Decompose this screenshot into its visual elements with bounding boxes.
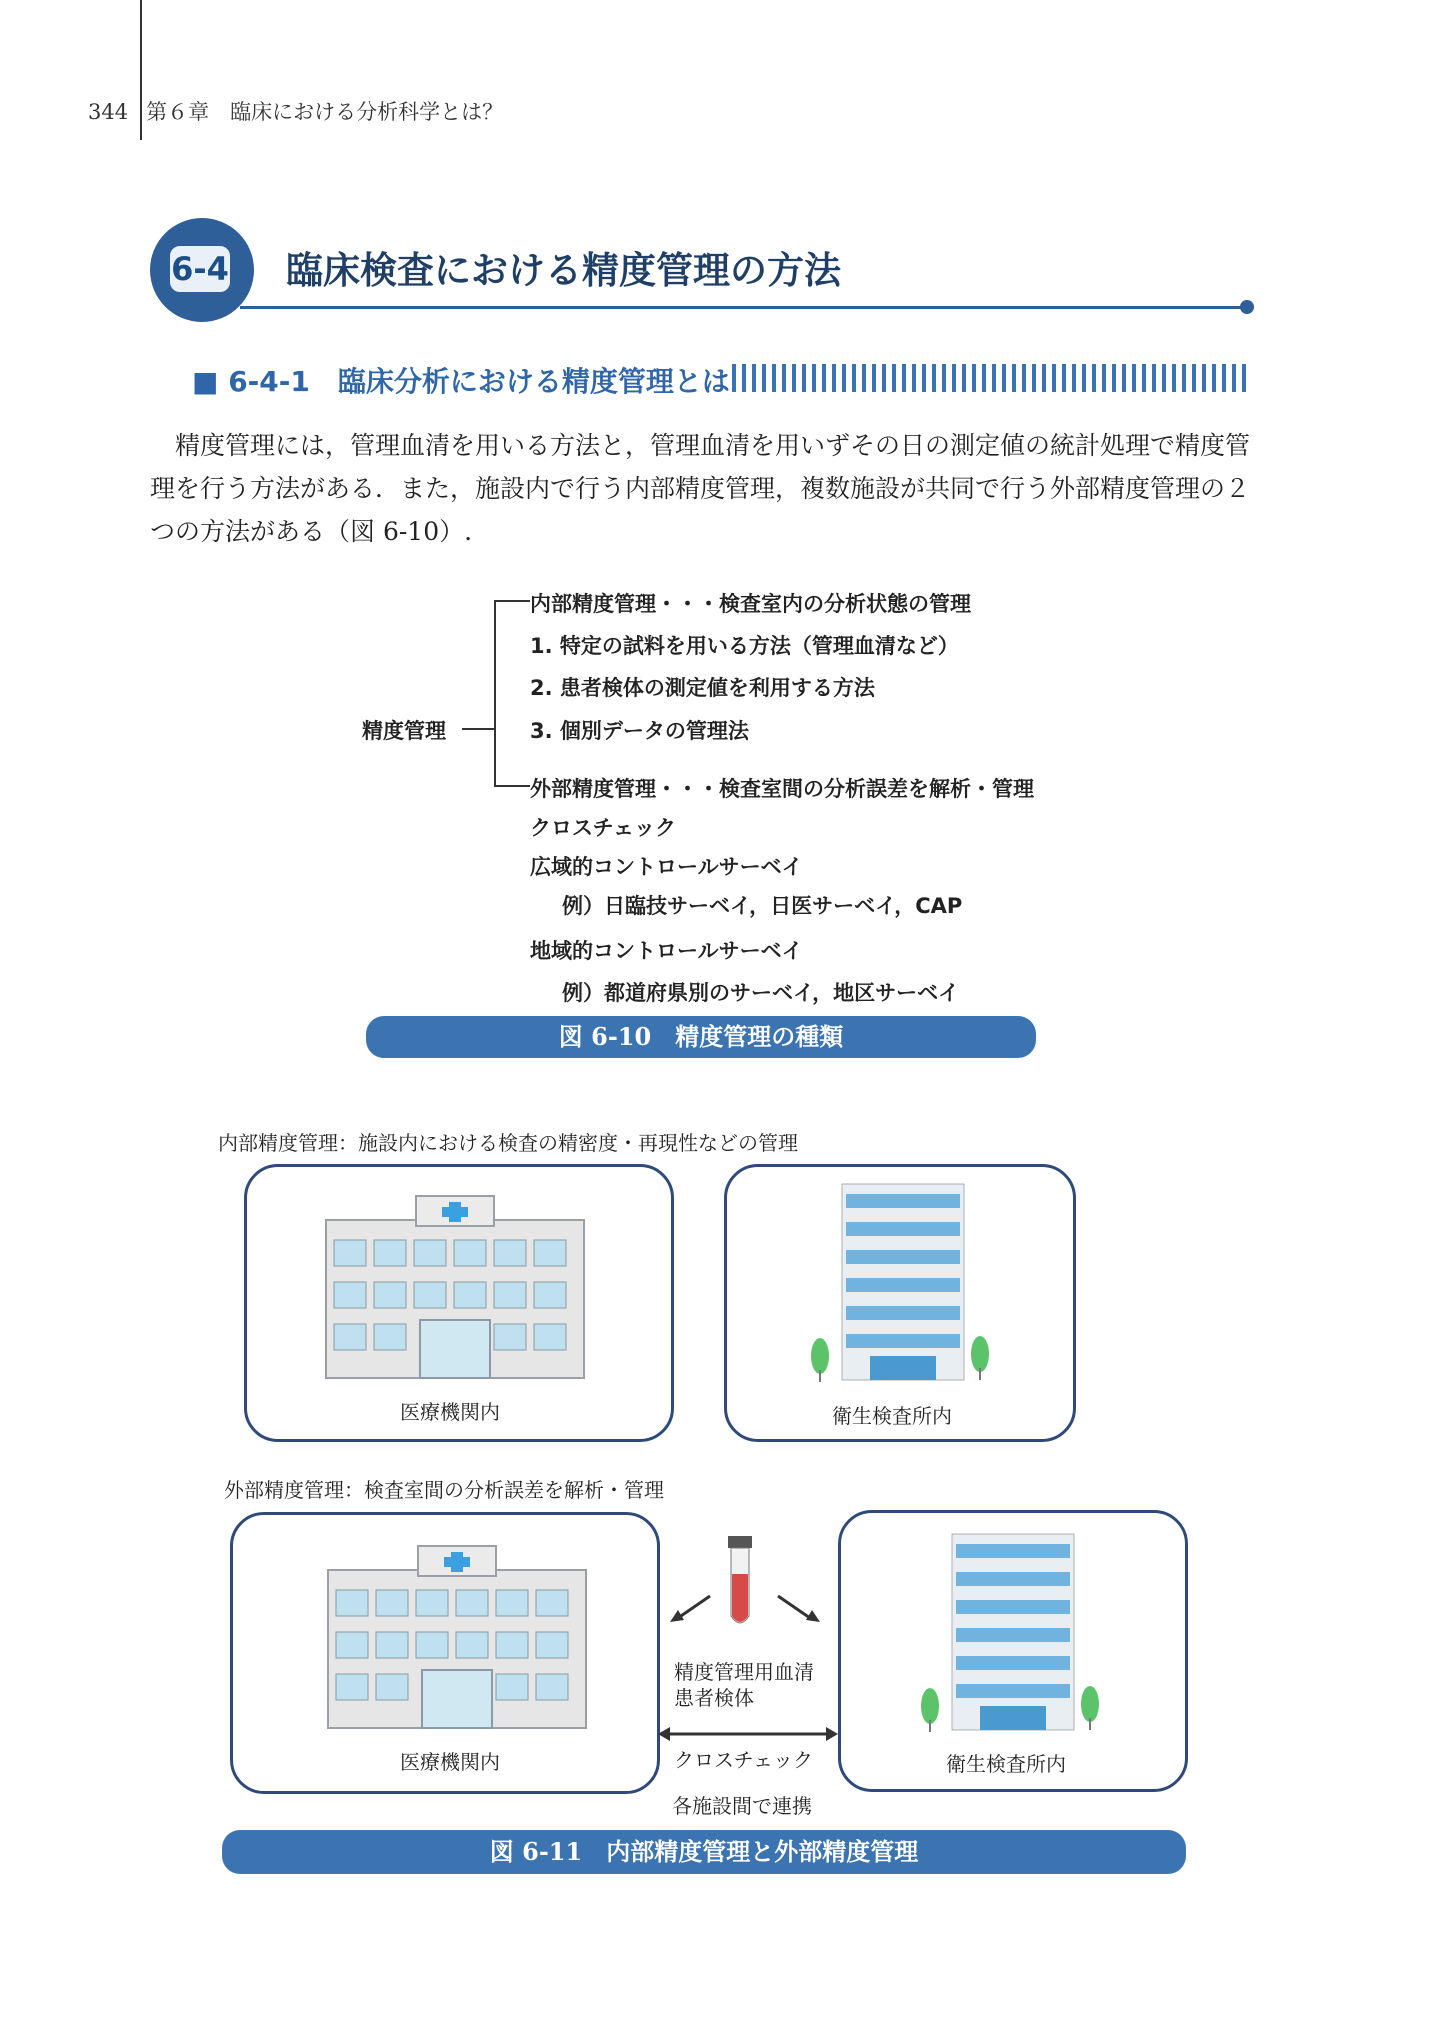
section-rule bbox=[240, 306, 1248, 309]
lab-building-icon bbox=[916, 1534, 1100, 1734]
internal-qc-label: 内部精度管理：施設内における検査の精密度・再現性などの管理 bbox=[218, 1131, 798, 1155]
internal-item: 2. 患者検体の測定値を利用する方法 bbox=[530, 676, 875, 700]
figure-caption-6-11: 図 6-11 内部精度管理と外部精度管理 bbox=[222, 1830, 1186, 1874]
internal-title: 内部精度管理・・・検査室内の分析状態の管理 bbox=[530, 592, 971, 616]
arrow-down-left-icon bbox=[668, 1592, 718, 1624]
lab-label: 衛生検査所内 bbox=[832, 1404, 952, 1428]
section-title: 臨床検査における精度管理の方法 bbox=[286, 249, 841, 292]
tree-connector-vertical bbox=[494, 600, 496, 786]
internal-item: 1. 特定の試料を用いる方法（管理血清など） bbox=[530, 634, 959, 658]
external-regional-survey: 地域的コントロールサーベイ bbox=[530, 939, 803, 963]
hospital-icon bbox=[326, 1196, 584, 1378]
hospital-label: 医療機関内 bbox=[400, 1400, 500, 1424]
lab-building-icon bbox=[806, 1184, 990, 1384]
external-title: 外部精度管理・・・検査室間の分析誤差を解析・管理 bbox=[530, 777, 1034, 801]
section-number: 6-4 bbox=[168, 244, 232, 294]
test-tube-icon bbox=[724, 1536, 756, 1630]
section-rule-dot bbox=[1240, 300, 1254, 314]
tree-connector-external bbox=[494, 785, 530, 787]
external-crosscheck: クロスチェック bbox=[530, 816, 676, 840]
body-paragraph bbox=[150, 424, 1260, 553]
subsection-title: ■ 6-4-1 臨床分析における精度管理とは bbox=[192, 365, 730, 398]
tree-connector-root bbox=[462, 728, 494, 730]
sample-label-serum: 精度管理用血清 bbox=[674, 1660, 814, 1684]
figure-caption-6-10: 図 6-10 精度管理の種類 bbox=[366, 1016, 1036, 1058]
arrow-down-right-icon bbox=[772, 1592, 822, 1624]
subsection-tick-bar bbox=[732, 364, 1252, 392]
hospital-icon bbox=[328, 1546, 586, 1728]
crosscheck-double-arrow-icon bbox=[658, 1726, 838, 1742]
external-qc-label: 外部精度管理：検査室間の分析誤差を解析・管理 bbox=[224, 1478, 664, 1502]
sample-label-patient: 患者検体 bbox=[674, 1686, 754, 1710]
external-wide-survey: 広域的コントロールサーベイ bbox=[530, 855, 803, 879]
external-regional-example: 例）都道府県別のサーベイ，地区サーベイ bbox=[562, 981, 960, 1005]
running-header bbox=[88, 96, 503, 126]
lab-label: 衛生検査所内 bbox=[946, 1752, 1066, 1776]
tree-connector-internal bbox=[494, 600, 530, 602]
external-wide-example: 例）日臨技サーベイ，日医サーベイ，CAP bbox=[562, 894, 963, 918]
tree-root: 精度管理 bbox=[362, 719, 446, 743]
paragraph-text: 精度管理には，管理血清を用いる方法と，管理血清を用いずその日の測定値の統計処理で精度管理を行う方法がある．また，施設内で行う内部精度管理，複数施設が共同で行う外部精度管理の２つの方法がある（図 6-10）. bbox=[150, 431, 1251, 546]
chapter-title: 第６章 臨床における分析科学とは？ bbox=[146, 100, 504, 124]
internal-item: 3. 個別データの管理法 bbox=[530, 719, 749, 743]
hospital-label: 医療機関内 bbox=[400, 1750, 500, 1774]
page-number: 344 bbox=[88, 100, 129, 124]
crosscheck-label: クロスチェック bbox=[674, 1748, 813, 1772]
collaboration-label: 各施設間で連携 bbox=[672, 1794, 812, 1818]
